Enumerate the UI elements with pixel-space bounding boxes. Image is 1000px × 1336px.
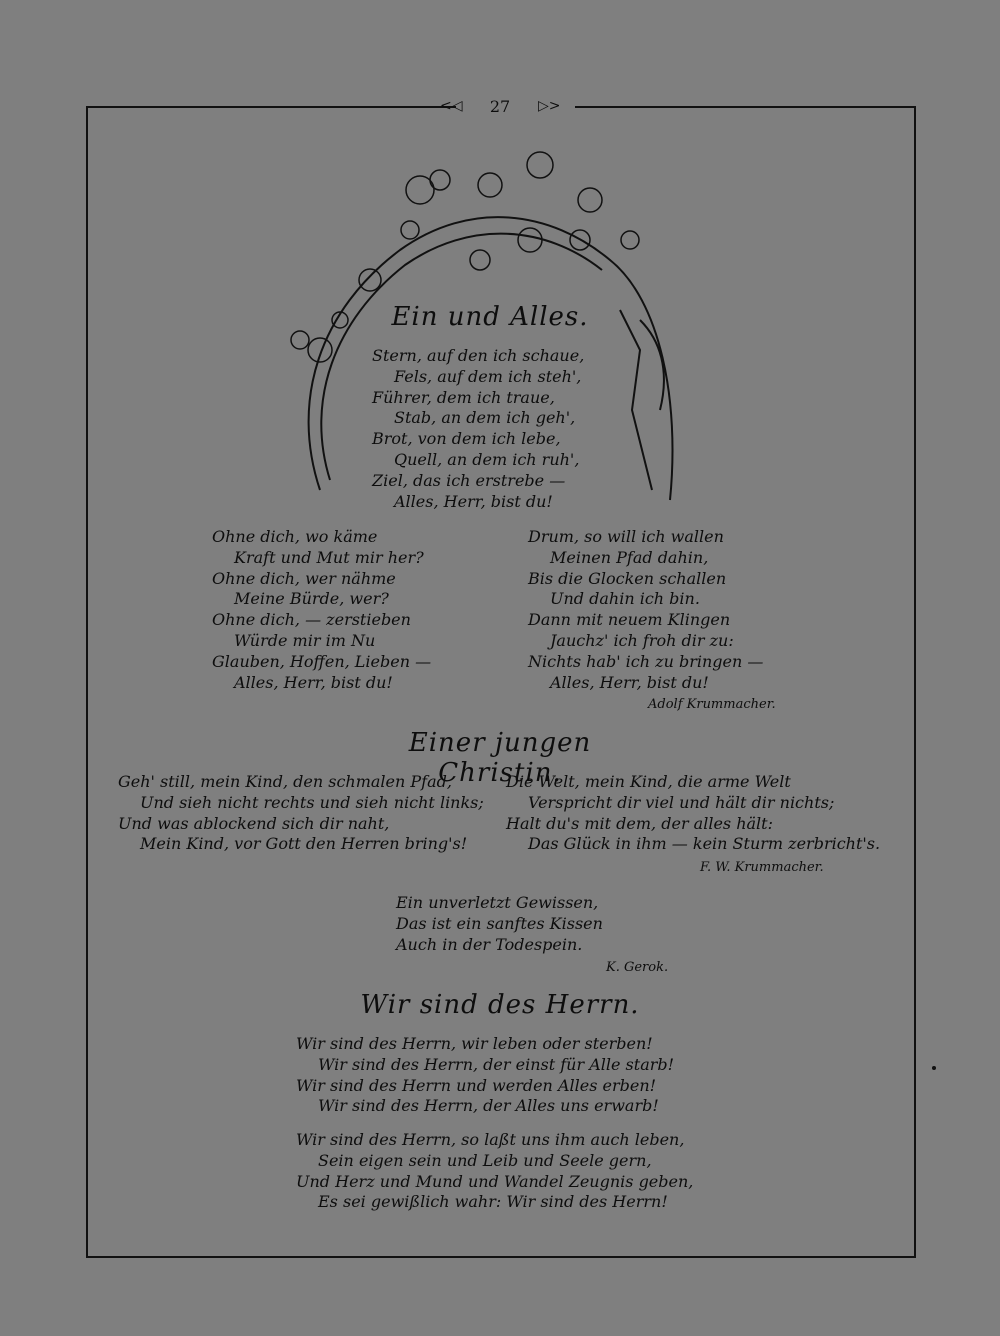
- poem-line: Verspricht dir viel und hält dir nichts;: [528, 792, 835, 812]
- poem-line: Kraft und Mut mir her?: [234, 547, 424, 567]
- poem1-right-stanza: [528, 527, 763, 693]
- poem-line: Die Welt, mein Kind, die arme Welt: [506, 772, 791, 791]
- poem-line: Alles, Herr, bist du!: [550, 672, 709, 692]
- poem-line: Meinen Pfad dahin,: [550, 547, 709, 567]
- poem-line: Wir sind des Herrn, wir leben oder sterben!: [296, 1034, 653, 1053]
- poem-line: Drum, so will ich wallen: [528, 527, 724, 546]
- poem4-stanza2: [296, 1130, 693, 1213]
- poem1-title: Ein und Alles.: [391, 302, 589, 332]
- poem-line: Nichts hab' ich zu bringen —: [528, 651, 764, 671]
- poem-line: Das ist ein sanftes Kissen: [396, 913, 603, 933]
- poem4-stanza1: [296, 1034, 674, 1117]
- poem-line: Jauchz' ich froh dir zu:: [550, 630, 734, 650]
- poem2-right-stanza: [506, 772, 880, 855]
- poem-line: Wir sind des Herrn, der einst für Alle starb!: [318, 1054, 675, 1074]
- poem-line: Wir sind des Herrn, der Alles uns erwarb!: [318, 1096, 659, 1116]
- poem-line: Und was ablockend sich dir naht,: [118, 813, 390, 833]
- poem3-stanza: [396, 893, 603, 955]
- poem-line: Dann mit neuem Klingen: [528, 610, 731, 630]
- poem-line: Bis die Glocken schallen: [528, 568, 727, 588]
- page-number: 27: [489, 97, 511, 116]
- poem-line: Ohne dich, wo käme: [212, 527, 378, 546]
- poem-line: Würde mir im Nu: [234, 630, 376, 650]
- poem-line: Stab, an dem ich geh',: [394, 408, 576, 428]
- poem-line: Und Herz und Mund und Wandel Zeugnis geben,: [296, 1171, 694, 1191]
- poem-line: Sein eigen sein und Leib und Seele gern,: [318, 1150, 652, 1170]
- poem2-title: Einer jungen Christin.: [408, 728, 592, 788]
- poem4-title: Wir sind des Herrn.: [360, 990, 640, 1020]
- poem-line: Wir sind des Herrn, so laßt uns ihm auch leben,: [296, 1130, 685, 1149]
- poem-line: Wir sind des Herrn und werden Alles erben!: [296, 1075, 657, 1095]
- poem-line: Stern, auf den ich schaue,: [372, 346, 585, 365]
- poem-line: Halt du's mit dem, der alles hält:: [506, 813, 773, 833]
- poem-line: Ziel, das ich erstrebe —: [372, 470, 566, 490]
- poem-line: Das Glück in ihm — kein Sturm zerbricht's.: [528, 834, 881, 854]
- poem-line: Und sieh nicht rechts und sieh nicht links;: [140, 792, 484, 812]
- poem-line: Ein unverletzt Gewissen,: [396, 893, 599, 912]
- poem-line: Mein Kind, vor Gott den Herren bring's!: [140, 834, 468, 854]
- frame-top-left: [86, 106, 456, 108]
- poem1-stanza: [372, 346, 584, 512]
- poem-line: Auch in der Todespein.: [396, 934, 583, 954]
- poem-line: Quell, an dem ich ruh',: [394, 449, 580, 469]
- poem2-left-stanza: [118, 772, 484, 855]
- poem-line: Alles, Herr, bist du!: [234, 672, 393, 692]
- poem-line: Fels, auf dem ich steh',: [394, 366, 582, 386]
- ornament-left-icon: <◁: [440, 98, 463, 114]
- poem-line: Meine Bürde, wer?: [234, 589, 389, 609]
- poem-line: Und dahin ich bin.: [550, 589, 700, 609]
- frame-top-right: [575, 106, 914, 108]
- poem-line: Brot, von dem ich lebe,: [372, 429, 561, 449]
- poem-line: Geh' still, mein Kind, den schmalen Pfad,: [118, 772, 452, 791]
- poem-line: Alles, Herr, bist du!: [394, 491, 553, 511]
- ornament-right-icon: ▷>: [538, 98, 561, 114]
- poem-line: Führer, dem ich traue,: [372, 387, 555, 407]
- poem1-author: Adolf Krummacher.: [648, 697, 776, 712]
- poem2-author: F. W. Krummacher.: [700, 860, 824, 875]
- poem-line: Es sei gewißlich wahr: Wir sind des Herrn!: [318, 1192, 668, 1212]
- poem-line: Glauben, Hoffen, Lieben —: [212, 651, 432, 671]
- poem-line: Ohne dich, — zerstieben: [212, 610, 411, 630]
- poem1-left-stanza: [212, 527, 431, 693]
- margin-dot: [932, 1066, 936, 1070]
- poem-line: Ohne dich, wer nähme: [212, 568, 396, 588]
- poem3-author: K. Gerok.: [606, 960, 669, 975]
